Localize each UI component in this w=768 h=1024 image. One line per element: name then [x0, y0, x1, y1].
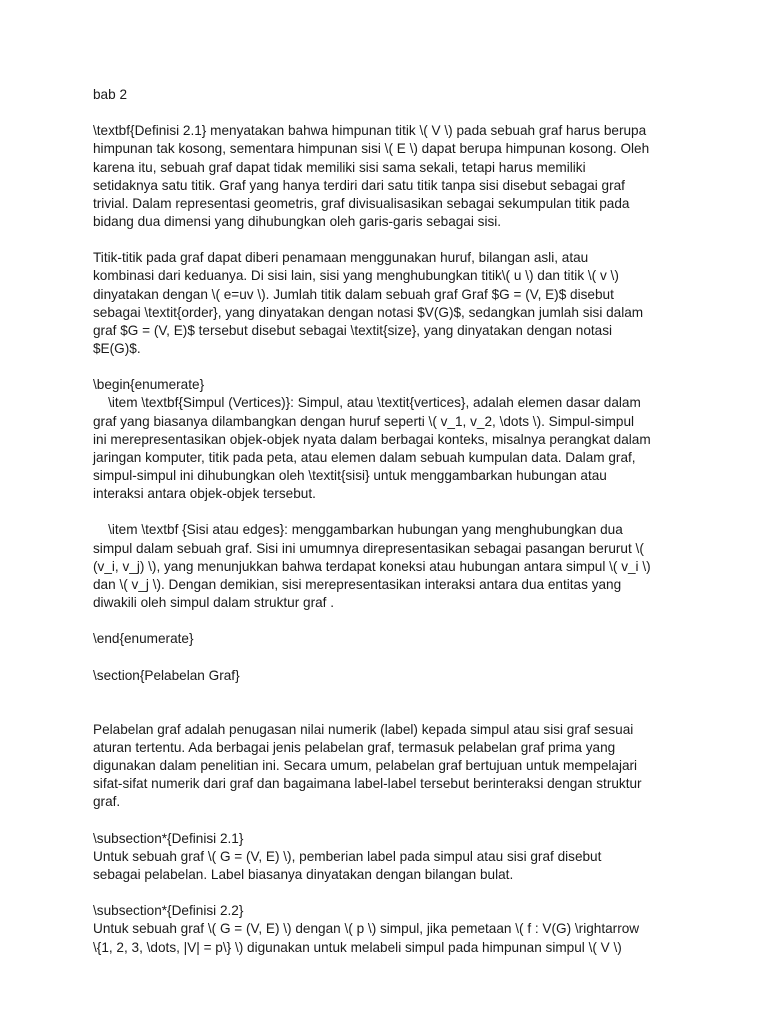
blank-line	[93, 612, 693, 630]
paragraph	[93, 667, 693, 685]
blank-line	[93, 358, 693, 376]
text-line: simpul dalam sebuah graf. Sisi ini umumnya direpresentasikan sebagai pasangan berurut \(	[93, 540, 644, 556]
text-line: ini merepresentasikan objek-objek nyata dalam berbagai konteks, misalnya perangkat dalam	[93, 431, 651, 447]
paragraph	[93, 830, 693, 884]
text-line: \end{enumerate}	[93, 631, 194, 647]
text-line: interaksi antara objek-objek tersebut.	[93, 486, 316, 502]
text-line: \{1, 2, 3, \dots, |V| = p\} \) digunakan untuk melabeli simpul pada himpunan simpul \( V \)	[93, 939, 622, 955]
text-line: \subsection*{Definisi 2.1}	[93, 830, 244, 846]
blank-line	[93, 884, 693, 902]
blank-line	[93, 648, 693, 666]
text-line: sifat-sifat numerik dari graf dan bagaimana label-label tersebut berinteraksi dengan struktur	[93, 776, 642, 792]
text-line: \subsection*{Definisi 2.2}	[93, 903, 244, 919]
text-line: diwakili oleh simpul dalam struktur graf .	[93, 594, 335, 610]
text-line: digunakan dalam penelitian ini. Secara umum, pelabelan graf bertujuan untuk mempelajari	[93, 758, 638, 774]
document-page	[93, 86, 693, 957]
paragraph	[93, 721, 693, 812]
text-line: dinyatakan dengan \( e=uv \). Jumlah titik dalam sebuah graf Graf $G = (V, E)$ disebut	[93, 286, 614, 302]
blank-line	[93, 685, 693, 703]
text-line: trivial. Dalam representasi geometris, graf divisualisasikan sebagai sekumpulan titik pada	[93, 195, 630, 211]
blank-line	[93, 503, 693, 521]
blank-line	[93, 812, 693, 830]
text-line: \item \textbf {Sisi atau edges}: menggambarkan hubungan yang menghubungkan dua	[93, 522, 623, 538]
blank-line	[93, 104, 693, 122]
text-line: \item \textbf{Simpul (Vertices)}: Simpul, atau \textit{vertices}, adalah elemen dasar dalam	[93, 395, 641, 411]
paragraph	[93, 86, 693, 104]
text-line: aturan tertentu. Ada berbagai jenis pelabelan graf, termasuk pelabelan graf prima yang	[93, 740, 616, 756]
paragraph	[93, 249, 693, 358]
paragraph	[93, 630, 693, 648]
text-line: graf yang biasanya dilambangkan dengan huruf seperti \( v_1, v_2, \dots \). Simpul-simpul	[93, 413, 635, 429]
text-line: sebagai pelabelan. Label biasanya dinyatakan dengan bilangan bulat.	[93, 867, 514, 883]
blank-line	[93, 231, 693, 249]
blank-line	[93, 703, 693, 721]
text-line: \section{Pelabelan Graf}	[93, 667, 240, 683]
text-line: setidaknya satu titik. Graf yang hanya terdiri dari satu titik tanpa sisi disebut sebagai graf	[93, 177, 625, 193]
text-line: Pelabelan graf adalah penugasan nilai numerik (label) kepada simpul atau sisi graf sesuai	[93, 721, 634, 737]
text-line: himpunan tak kosong, sementara himpunan sisi \( E \) dapat berupa himpunan kosong. Oleh	[93, 141, 650, 157]
text-line: Titik-titik pada graf dapat diberi penamaan menggunakan huruf, bilangan asli, atau	[93, 250, 589, 266]
text-line: (v_i, v_j) \), yang menunjukkan bahwa terdapat koneksi atau hubungan antara simpul \( v_i \)	[93, 558, 651, 574]
paragraph	[93, 521, 693, 612]
text-line: dan \( v_j \). Dengan demikian, sisi merepresentasikan interaksi antara dua entitas yang	[93, 576, 622, 592]
text-line: Untuk sebuah graf \( G = (V, E) \), pemberian label pada simpul atau sisi graf disebut	[93, 848, 602, 864]
text-line: sebagai \textit{order}, yang dinyatakan dengan notasi $V(G)$, sedangkan jumlah sisi dalam	[93, 304, 644, 320]
text-line: bab 2	[93, 87, 128, 102]
text-line: $E(G)$.	[93, 340, 141, 356]
paragraph	[93, 122, 693, 231]
text-line: bidang dua dimensi yang dihubungkan oleh garis-garis sebagai sisi.	[93, 213, 502, 229]
text-line: \begin{enumerate}	[93, 377, 205, 393]
paragraph	[93, 902, 693, 956]
text-line: kombinasi dari keduanya. Di sisi lain, sisi yang menghubungkan titik\( u \) dan titik \( v \)	[93, 268, 619, 284]
text-line: jaringan komputer, titik pada peta, atau elemen dalam sebuah kumpulan data. Dalam graf,	[93, 449, 636, 465]
text-line: simpul-simpul ini dihubungkan oleh \textit{sisi} untuk menggambarkan hubungan atau	[93, 467, 607, 483]
text-line: \textbf{Definisi 2.1} menyatakan bahwa himpunan titik \( V \) pada sebuah graf harus berupa	[93, 123, 647, 139]
text-line: Untuk sebuah graf \( G = (V, E) \) dengan \( p \) simpul, jika pemetaan \( f : V(G) \rightarrow	[93, 921, 640, 937]
text-line: graf $G = (V, E)$ tersebut disebut sebagai \textit{size}, yang dinyatakan dengan notasi	[93, 322, 613, 338]
text-line: graf.	[93, 794, 121, 810]
text-line: karena itu, sebuah graf dapat tidak memiliki sisi sama sekali, tetapi harus memiliki	[93, 159, 586, 175]
paragraph	[93, 376, 693, 503]
